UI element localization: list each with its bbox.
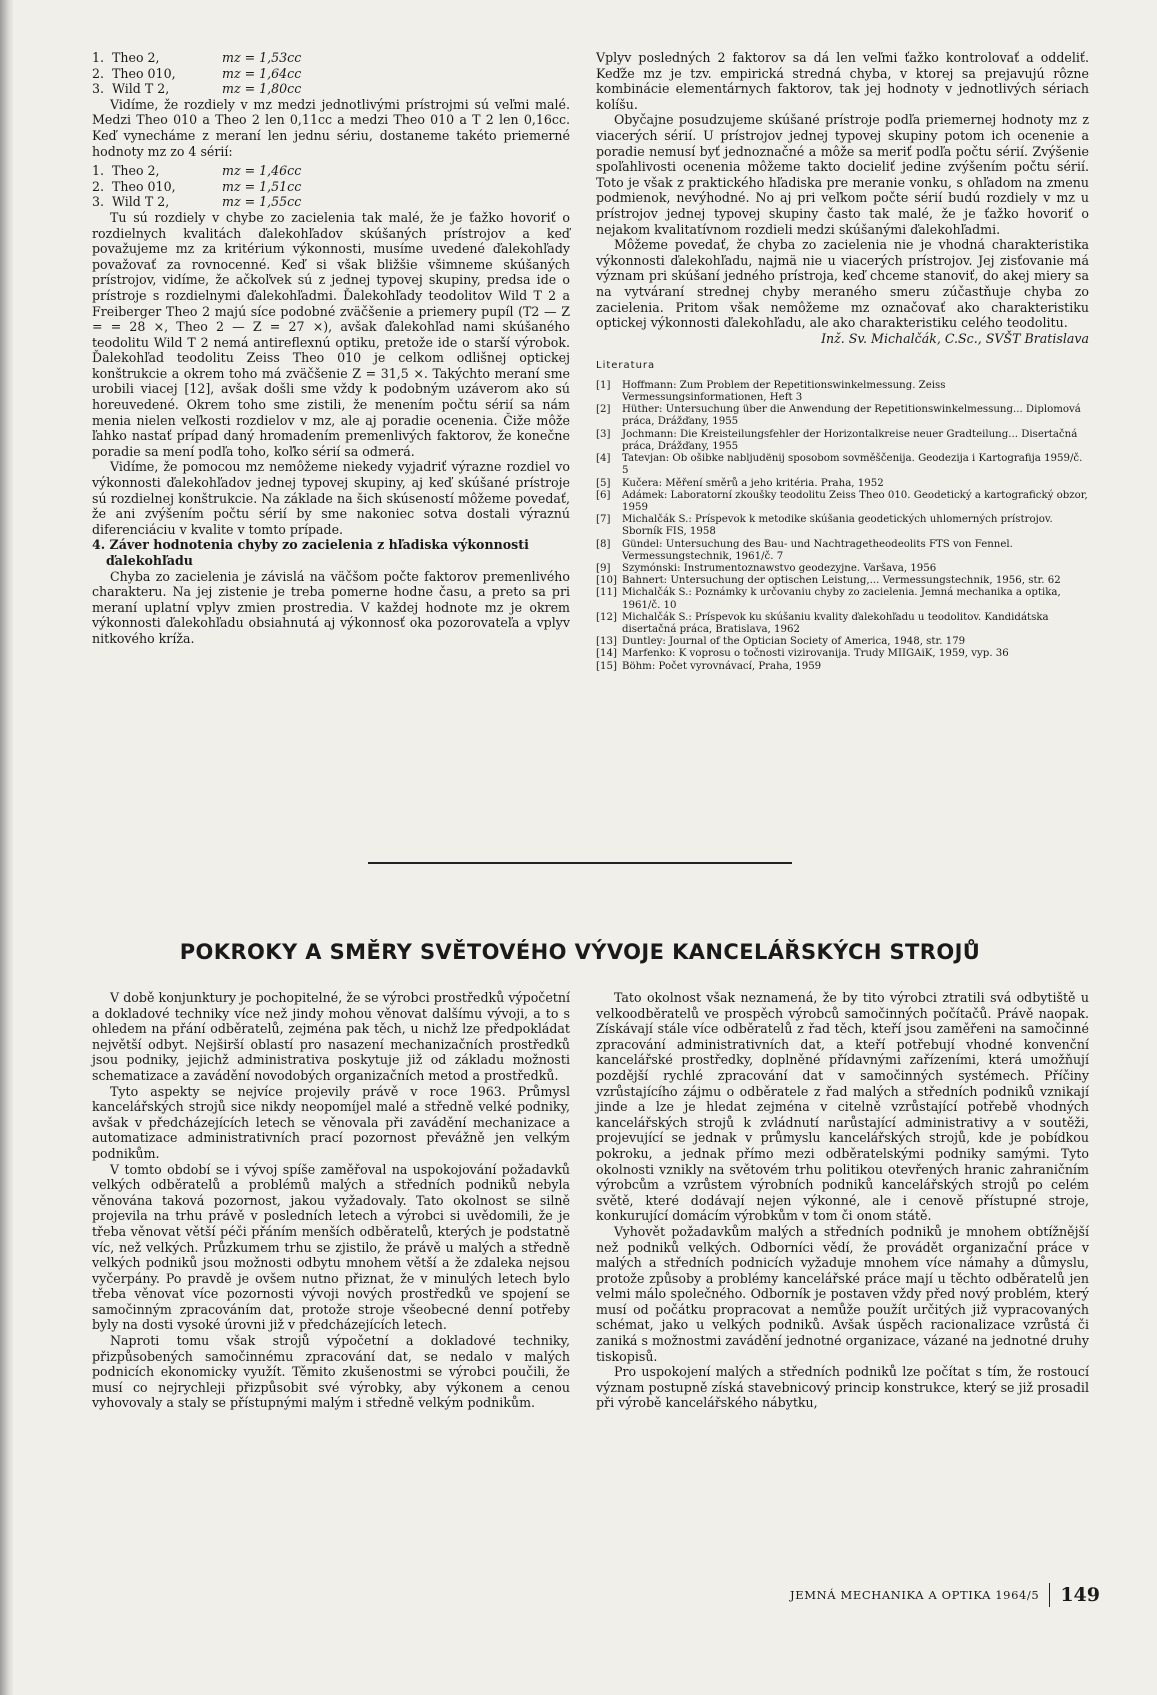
reference-item: [8] Gündel: Untersuchung des Bau- und Nachtragetheodeolits FTS von Fennel. Vermessungstechnik, 1961/č. 7	[596, 538, 1013, 562]
reference-item: [10] Bahnert: Untersuchung der optischen Leistung,... Vermessungstechnik, 1956, str. 62	[596, 575, 1061, 587]
reference-item: [14] Marfenko: K voprosu o točnosti vizirovanija. Trudy MIIGAiK, 1959, vyp. 36	[596, 648, 1009, 660]
article2-column-right	[596, 990, 1089, 1411]
reference-item: [2] Hüther: Untersuchung über die Anwendung der Repetitionswinkelmessung... Diplomová práca, Drážďany, 1955	[596, 404, 1081, 428]
reference-list	[596, 380, 1089, 673]
reference-item: [7] Michalčák S.: Príspevok k metodike skúšania geodetických uhlomerných prístrojov. Sborník FIS, 1958	[596, 514, 1053, 538]
measurement-row: 3. Wild T 2, mz = 1,80cc	[92, 81, 302, 97]
article1-column-right	[596, 50, 1089, 673]
page-number: 149	[1060, 1584, 1100, 1606]
reference-item: [9] Szymónski: Instrumentoznawstvo geodezyjne. Varšava, 1956	[596, 562, 937, 574]
measurement-list-2	[92, 163, 570, 210]
paragraph: Pro uspokojení malých a středních podniků lze počítat s tím, že rostoucí význam postupně získá stavebnicový princip konstrukce, který se již prosadil při výrobě kancelářského nábytku,	[596, 1364, 1089, 1411]
measurement-row: 1. Theo 2, mz = 1,46cc	[92, 163, 302, 179]
reference-item: [11] Michalčák S.: Poznámky k určovaniu chyby zo zacielenia. Jemná mechanika a optika, 1961/č. 10	[596, 587, 1061, 611]
article1-column-left	[92, 50, 570, 647]
reference-item: [15] Böhm: Počet vyrovnávací, Praha, 1959	[596, 660, 822, 672]
paragraph: V tomto období se i vývoj spíše zaměřoval na uspokojování požadavků velkých odběratelů a problémů malých a středních podniků nebyla věnována taková pozornost, jakou vyžadovaly. Tato okolnost se silně projevila na trhu právě v posledních letech a výrobci si uvědomili, že je třeba věnovat větší péči přáním menších odběratelů, kterých je podstatně víc, než velkých. Průzkumem trhu se zjistilo, že právě u malých a středně velkých podniků jsou možnosti odbytu mnohem větší a že zdaleka nejsou vyčerpány. Po pravdě je ovšem nutno přiznat, že v minulých letech bylo třeba věnovat více pozornosti vývoji nových prostředků ve spojení se samočinným zpracováním dat, protože stroje všeobecné denní potřeby byly na dosti vysoké úrovni již v předcházejících letech.	[92, 1161, 570, 1333]
paragraph: Tyto aspekty se nejvíce projevily právě v roce 1963. Průmysl kancelářských strojů sice nikdy neopomíjel malé a středně velké podniky, avšak v předcházejících letech se věnovala při zavádění mechanizace a automatizace administrativních prací pozornost převážně jen velkým podnikům.	[92, 1083, 570, 1161]
paragraph: V době konjunktury je pochopitelné, že se výrobci prostředků výpočetní a dokladové techniky více než jindy mohou věnovat dalšímu vývoji, a to s ohledem na přání odběratelů, zejména pak těch, u nichž lze předpokládat největší odbyt. Nejširší oblastí pro nasazení mechanizačních prostředků jsou podniky, jejichž administrativa poskytuje již od základu možnosti schematizace a zavádění novodobých organizačních metod a prostředků.	[92, 990, 570, 1083]
paragraph: Vidíme, že rozdiely v mz medzi jednotlivými prístrojmi sú veľmi malé. Medzi Theo 010 a Theo 2 len 0,11cc a medzi Theo 010 a T 2 len 0,16cc. Keď vynecháme z meraní len jednu sériu, dostaneme takéto priemerné hodnoty mz zo 4 sérií:	[92, 96, 570, 159]
measurement-row: 1. Theo 2, mz = 1,53cc	[92, 50, 302, 65]
footer-separator	[1049, 1583, 1050, 1607]
page-binding-shadow	[0, 0, 14, 1695]
paragraph: Vyhovět požadavkům malých a středních podniků je mnohem obtížnější než podniků velkých. Odborníci vědí, že provádět organizační práce v malých a středních podnicích vyžaduje mnohem více námahy a důmyslu, protože způsoby a problémy kancelářské práce mají u těchto odběratelů jen velmi málo společného. Odborník je postaven vždy před nový problém, který musí od počátku propracovat a nemůže použít určitých již vypracovaných schémat, jako u velkých podniků. Avšak úspěch racionalizace vzrůstá či zaniká s možnostmi zavádění jednotné organizace, vázané na jednotné druhy tiskopisů.	[596, 1223, 1089, 1364]
paragraph: Chyba zo zacielenia je závislá na väčšom počte faktorov premenlivého charakteru. Na jej zistenie je treba pomerne hodne času, a preto sa pri meraní uplatní vplyv zmien prostredia. V každej hodnote mz je okrem výkonnosti ďalekohľadu obsiahnutá aj výkonnosť oka pozorovateľa a vplyv nitkového kríža.	[92, 568, 570, 646]
section-heading: 4. Záver hodnotenia chyby zo zacielenia z hľadiska výkonnosti ďalekohľadu	[92, 537, 529, 568]
paragraph: Môžeme povedať, že chyba zo zacielenia nie je vhodná charakteristika výkonnosti ďalekohľadu, najmä nie u viacerých prístrojov. Jej zisťovanie má význam pri skúšaní jedného prístroja, keď chceme stanoviť, do akej miery sa na vytváraní strednej chyby meraného smeru zúčastňuje chyba zo zacielenia. Pritom však nemôžeme mz označovať ako charakteristiku optickej výkonnosti ďalekohľadu, ale ako charakteristiku celého teodolitu.	[596, 237, 1089, 331]
paragraph: Tu sú rozdiely v chybe zo zacielenia tak malé, že je ťažko hovoriť o rozdielnych kvalitách ďalekohľadov skúšaných prístrojov a keď považujeme mz za kritérium výkonnosti, musíme uvedené ďalekohľady považovať za rovnocenné. Keď si však bližšie všimneme skúšaných prístrojov, vidíme, že ačkoľvek sú z jednej typovej skupiny, predsa ide o prístroje s rozdielnymi ďalekohľadmi. Ďalekohľady teodolitov Wild T 2 a Freiberger Theo 2 majú síce podobné zväčšenie a priemery pupíl (T2 — Z = = 28 ×, Theo 2 — Z = 27 ×), avšak ďalekohľad nami skúšaného teodolitu Wild T 2 nemá antireflexnú optiku, pretože ide o starší výrobok. Ďalekohľad teodolitu Zeiss Theo 010 je celkom odlišnej optickej konštrukcie a okrem toho má zväčšenie Z = 31,5 ×. Takýchto meraní sme urobili viacej [12], avšak došli sme vždy k podobným uzáverom ako sú horeuvedené. Okrem toho sme zistili, že menením počtu sérií sa nám menia nielen veľkosti rozdielov v mz, ale aj poradie ocenenia. Čiže môže ľahko nastať prípad daný hromadením premenlivých faktorov, že konečne poradie sa mení podľa toho, koľko sérií sa odmerá.	[92, 209, 570, 459]
paragraph: Tato okolnost však neznamená, že by tito výrobci ztratili svá odbytiště u velkoodběratelů ve prospěch výrobců samočinných počítačů. Právě naopak. Získávají stále více odběratelů z řad těch, kteří jsou zaměřeni na samočinné zpracování administrativních dat, a kteří potřebují vhodné konvenční kancelářské prostředky, doplněné přídavnými zařízeními, která umožňují pozdější rychlé zpracování dat v samočinných systémech. Příčiny vzrůstajícího zájmu o odběratele z řad malých a středních podniků vznikají jinde a lze je hledat zejména v citelně vzrůstající potřebě vhodných kancelářských strojů k zvládnutí narůstající administrativy a v soutěži, projevující se jednak v průmyslu kancelářských strojů, kde je pobídkou pokroku, a jednak přímo mezi odběratelskými podniky samými. Tyto okolnosti vznikly na světovém trhu politikou otevřených hranic zahraničním výrobcům a vzrůstem výrobních podniků kancelářských strojů po celém světě, které dodávají nejen výkonné, ale i cenově přístupné stroje, konkurující domácím výrobkům v tom či onom státě.	[596, 990, 1089, 1224]
article2-column-left	[92, 990, 570, 1411]
page-footer	[770, 1582, 1100, 1608]
reference-item: [1] Hoffmann: Zum Problem der Repetitionswinkelmessung. Zeiss Vermessungsinformationen, Heft 3	[596, 379, 946, 404]
measurement-list-1	[92, 50, 570, 97]
reference-item: [13] Duntley: Journal of the Optician Society of America, 1948, str. 179	[596, 636, 966, 648]
paragraph: Obyčajne posudzujeme skúšané prístroje podľa priemernej hodnoty mz z viacerých sérií. U prístrojov jednej typovej skupiny potom ich ocenenie a poradie nemusí byť jednoznačné a môže sa meriť podľa počtu sérií. Zvýšenie spoľahlivosti ocenenia môžeme takto docieliť jedine zvýšením počtu sérií. Toto je však z praktického hľadiska pre meranie vonku, s ohľadom na zmenu podmienok, nevýhodné. No aj pri veľkom počte sérií budú rozdiely v mz u prístrojov jednej typovej skupiny často tak malé, že je ťažko hovoriť o nejakom kvalitatívnom rozdieli medzi skúšanými ďalekohľadmi.	[596, 112, 1089, 237]
paragraph: Vplyv posledných 2 faktorov sa dá len veľmi ťažko kontrolovať a oddeliť. Keďže mz je tzv. empirická stredná chyba, v ktorej sa prejavujú rôzne kombinácie elementárnych faktorov, tak jej hodnoty v jednotlivých sériach kolíšu.	[596, 50, 1089, 112]
reference-item: [4] Tatevjan: Ob ošibke nabljudënij sposobom sovměščenija. Geodezija i Kartografija 1959/č. 5	[596, 453, 1083, 477]
paragraph: Vidíme, že pomocou mz nemôžeme niekedy vyjadriť výrazne rozdiel vo výkonnosti ďalekohľadov jednej typovej skupiny, aj keď skúšané prístroje sú rozdielnej konštrukcie. Na základe na šich skúseností môžeme povedať, že ani zvýšením počtu sérií by sme nakoniec sotva dostali výraznú diferenciáciu v kvalite v tomto prípade.	[92, 459, 570, 537]
measurement-row: 2. Theo 010, mz = 1,64cc	[92, 65, 302, 81]
article2-title: POKROKY A SMĚRY SVĚTOVÉHO VÝVOJE KANCELÁŘSKÝCH STROJŮ	[179, 940, 981, 964]
journal-name: JEMNÁ MECHANIKA A OPTIKA 1964/5	[790, 1588, 1040, 1602]
literature-heading: Literatura	[596, 360, 656, 372]
paragraph: Naproti tomu však strojů výpočetní a dokladové techniky, přizpůsobených samočinnému zpracování dat, se nedalo v malých podnicích ekonomicky využít. Těmito zkušenostmi se výrobci poučili, že musí co nejrychleji přizpůsobit své výrobky, aby výkonem a cenou vyhovovaly a staly se přístupnými malým i středně velkým podnikům.	[92, 1333, 570, 1411]
author-line: Inž. Sv. Michalčák, C.Sc., SVŠT Bratislava	[821, 330, 1089, 346]
measurement-row: 3. Wild T 2, mz = 1,55cc	[92, 194, 302, 210]
reference-item: [12] Michalčák S.: Príspevok ku skúšaniu kvality ďalekohľadu u teodolitov. Kandidátska disertačná práca, Bratislava, 1962	[596, 611, 1049, 635]
reference-item: [6] Adámek: Laboratorní zkoušky teodolitu Zeiss Theo 010. Geodetický a kartografický obzor, 1959	[596, 489, 1088, 513]
article-divider	[368, 862, 792, 864]
reference-item: [5] Kučera: Měření směrů a jeho kritéria. Praha, 1952	[596, 477, 884, 489]
measurement-row: 2. Theo 010, mz = 1,51cc	[92, 178, 302, 194]
reference-item: [3] Jochmann: Die Kreisteilungsfehler der Horizontalkreise neuer Gradteilung... Disertačná práca, Drážďany, 1955	[596, 428, 1078, 452]
